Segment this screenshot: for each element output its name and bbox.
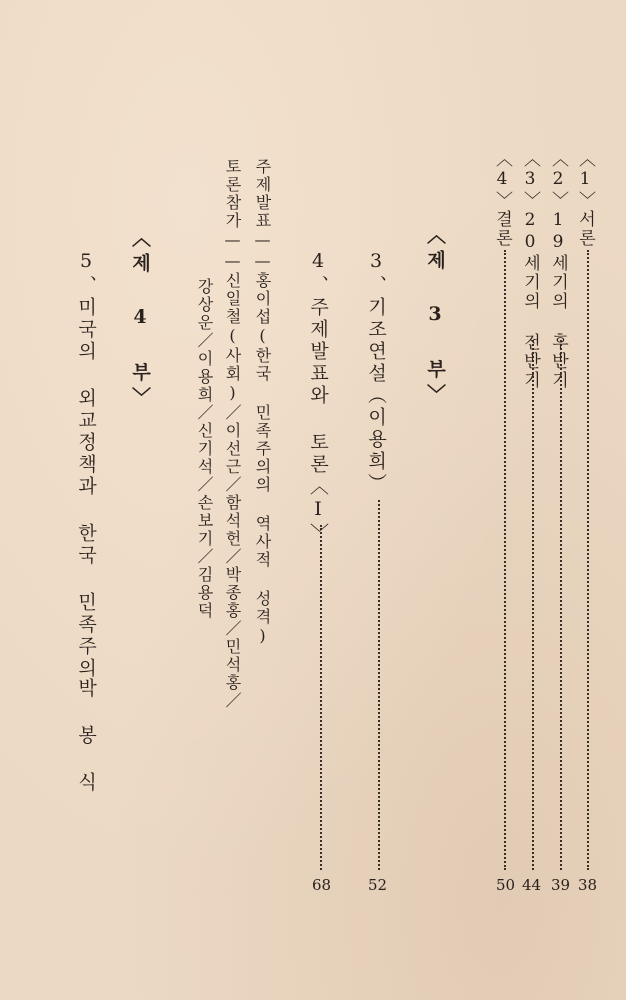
leader-dots [504, 250, 506, 870]
part-4-heading: 〈제 4 부〉 [129, 228, 151, 412]
toc-entry-introduction: 〈1〉서론 [575, 150, 595, 248]
page-number: 68 [312, 876, 332, 894]
leader-dots [560, 340, 562, 870]
page-number: 44 [522, 876, 542, 894]
author-name: 박 봉 식 [75, 678, 97, 794]
toc-entry-conclusion: 〈4〉결론 [492, 150, 512, 248]
toc-entry-late-19th-century: 〈2〉19세기의 후반기 [548, 150, 568, 390]
presentation-detail: 주제발표——홍이섭(한국 민족주의의 역사적 성격) [253, 158, 272, 647]
toc-entry-us-foreign-policy: 5、미국의 외교정책과 한국 민족주의 [75, 250, 97, 680]
leader-dots [587, 250, 589, 870]
page-number: 52 [368, 876, 388, 894]
leader-dots [320, 525, 322, 870]
page-number: 38 [578, 876, 598, 894]
part-3-heading: 〈제 3 부〉 [424, 225, 446, 409]
toc-entry-early-20th-century: 〈3〉20세기의 전반기 [520, 150, 540, 390]
discussion-panel-line-1: 토론참가——신일철(사회)／이선근／함석헌／박종홍／민석홍／ [223, 158, 242, 710]
toc-entry-keynote: 3、기조연설（이용희） [365, 250, 387, 495]
leader-dots [378, 500, 380, 870]
discussion-panel-line-2: 강상운／이용희／신기석／손보기／김용덕 [195, 278, 214, 620]
leader-dots [532, 340, 534, 870]
toc-entry-presentation-discussion: 4、주제발표와 토론〈Ⅰ〉 [307, 250, 329, 545]
page-number: 39 [551, 876, 571, 894]
page-number: 50 [496, 876, 516, 894]
